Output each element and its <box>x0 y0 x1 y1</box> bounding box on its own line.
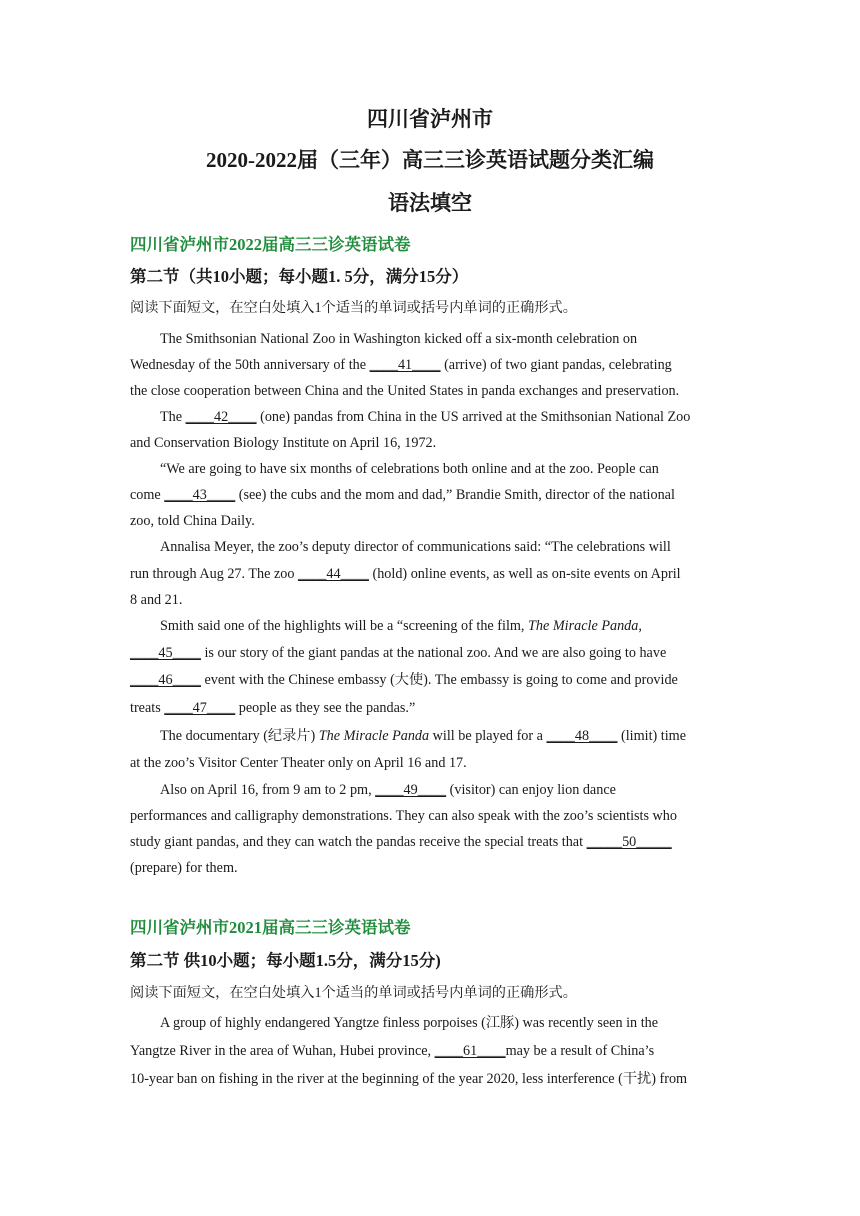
blank-61: ____61____ <box>434 1043 506 1059</box>
section-subheading-2021: 第二节 供10小题；每小题1.5分，满分15分) <box>130 951 441 970</box>
blank-44: ____44____ <box>298 566 369 582</box>
passage-line: the close cooperation between China and the United States in panda exchanges and preservation. <box>130 383 680 399</box>
passage-line: Also on April 16, from 9 am to 2 pm, ____49____ (visitor) can enjoy lion dance <box>160 782 616 798</box>
passage-line: Yangtze River in the area of Wuhan, Hubei province, ____61____may be a result of China’s <box>130 1043 655 1059</box>
passage-line: and Conservation Biology Institute on April 16, 1972. <box>130 435 437 451</box>
passage-line: treats ____47____ people as they see the pandas.” <box>130 700 416 716</box>
blank-49: ____49____ <box>375 782 447 798</box>
section-subheading-2022: 第二节（共10小题；每小题1. 5分，满分15分） <box>130 267 469 286</box>
doc-title-collection: 2020-2022届（三年）高三三诊英语试题分类汇编 <box>206 148 654 172</box>
passage-line: The Smithsonian National Zoo in Washington kicked off a six-month celebration on <box>160 331 638 347</box>
passage-line: Annalisa Meyer, the zoo’s deputy director of communications said: “The celebrations will <box>160 539 671 555</box>
blank-45: ____45____ <box>130 645 201 661</box>
section-heading-2022: 四川省泸州市2022届高三三诊英语试卷 <box>130 235 411 254</box>
film-title: The Miracle Panda <box>528 618 639 634</box>
passage-line: Wednesday of the 50th anniversary of the ____41____ (arrive) of two giant pandas, celebrating <box>130 357 672 373</box>
passage-line: A group of highly endangered Yangtze finless porpoises (江豚) was recently seen in the <box>160 1015 659 1031</box>
blank-48: ____48____ <box>546 728 618 744</box>
passage-line: 8 and 21. <box>130 592 183 608</box>
blank-43: ____43____ <box>164 487 236 503</box>
blank-41: ____41____ <box>369 357 441 373</box>
passage-line: The documentary (纪录片) The Miracle Panda will be played for a ____48____ (limit) time <box>160 728 687 744</box>
passage-line: come ____43____ (see) the cubs and the mom and dad,” Brandie Smith, director of the national <box>130 487 675 503</box>
section-heading-2021: 四川省泸州市2021届高三三诊英语试卷 <box>130 918 411 937</box>
passage-line: 10-year ban on fishing in the river at the beginning of the year 2020, less interference (干扰) from <box>130 1071 688 1087</box>
passage-line: ____45____ is our story of the giant pandas at the national zoo. And we are also going to have <box>130 645 667 661</box>
passage-line: Smith said one of the highlights will be a “screening of the film, The Miracle Panda, <box>160 618 642 634</box>
passage-line: performances and calligraphy demonstrations. They can also speak with the zoo’s scientists who <box>130 808 677 824</box>
blank-42: ____42____ <box>185 409 257 425</box>
blank-50: _____50_____ <box>586 834 672 850</box>
passage-line: at the zoo’s Visitor Center Theater only on April 16 and 17. <box>130 755 467 771</box>
passage-line: study giant pandas, and they can watch the pandas receive the special treats that _____50_____ <box>130 834 672 850</box>
film-title: The Miracle Panda <box>318 728 430 744</box>
blank-47: ____47____ <box>164 700 236 716</box>
passage-line: The ____42____ (one) pandas from China in the US arrived at the Smithsonian National Zoo <box>160 409 691 425</box>
passage-line: (prepare) for them. <box>130 860 238 876</box>
doc-title-region: 四川省泸州市 <box>367 107 493 131</box>
passage-line: run through Aug 27. The zoo ____44____ (hold) online events, as well as on-site events on April <box>130 566 681 582</box>
passage-line: ____46____ event with the Chinese embassy (大使). The embassy is going to come and provide <box>130 672 678 688</box>
doc-title-topic: 语法填空 <box>388 191 472 215</box>
instruction-2022: 阅读下面短文，在空白处填入1个适当的单词或括号内单词的正确形式。 <box>130 300 577 316</box>
instruction-2021: 阅读下面短文，在空白处填入1个适当的单词或括号内单词的正确形式。 <box>130 985 577 1001</box>
passage-line: zoo, told China Daily. <box>130 513 255 529</box>
passage-line: “We are going to have six months of celebrations both online and at the zoo. People can <box>160 461 659 477</box>
blank-46: ____46____ <box>130 672 201 688</box>
